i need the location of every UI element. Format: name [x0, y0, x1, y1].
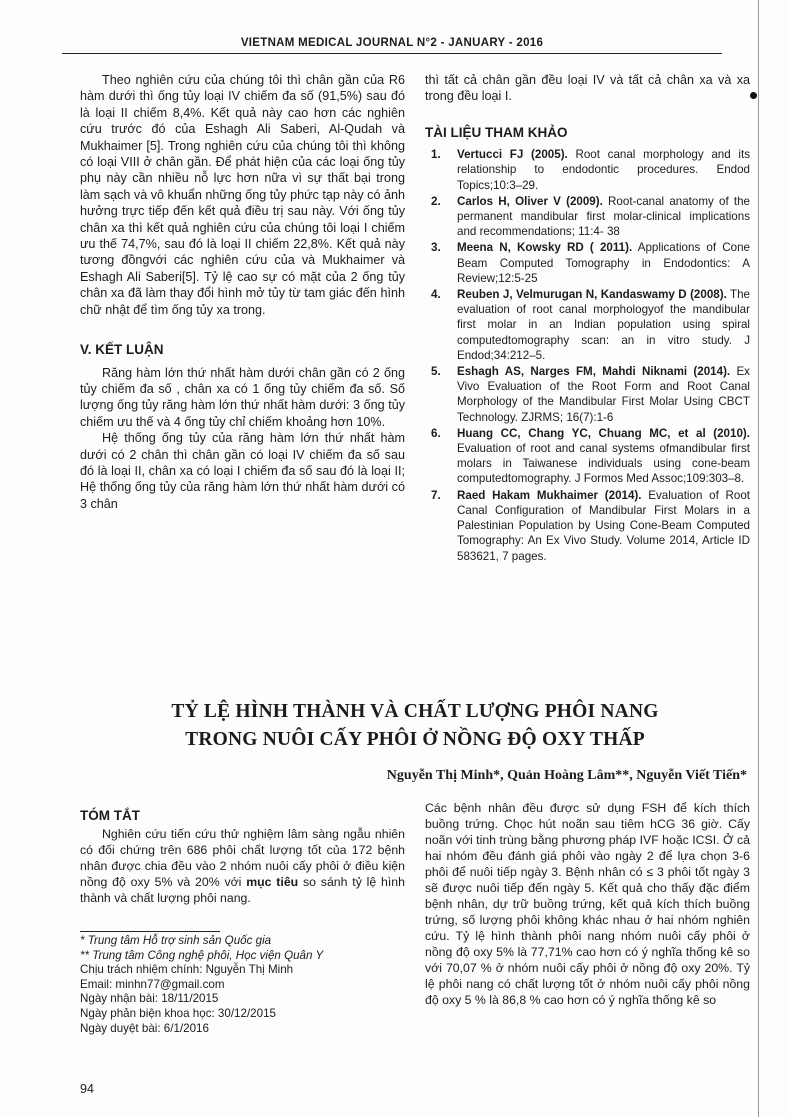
footnotes	[80, 934, 410, 1036]
reference-text: Root canal morphology and its relationship to endodontic procedures. Endod Topics;10:3–29.	[457, 148, 750, 192]
reference-authors: Eshagh AS, Narges FM, Mahdi Niknami (2014).	[457, 365, 731, 379]
references-heading: TÀI LIỆU THAM KHẢO	[425, 124, 568, 140]
conclusion-paragraph-1: Răng hàm lớn thứ nhất hàm dưới chân gần có 2 ống tủy chiếm đa số , chân xa có 1 ống tủy chiếm đa số. Số lượng ống tủy răng hàm lớn thứ nhất hàm dưới: 3 ống tủy chiếm ưu thế và 4 ống tủy chỉ chiếm khoảng hơn 10%.	[80, 365, 405, 429]
reference-text: Ex Vivo Evaluation of the Root Form and Root Canal Morphology of the Mandibular First Molar Using CBCT Technology. ZJRMS; 16(7):1-6	[457, 365, 750, 424]
abstract-paragraph	[80, 826, 405, 906]
conclusion-paragraph-2: Hệ thống ống tủy của răng hàm lớn thứ nhất hàm dưới có 2 chân thì chân gần có loại IV chiếm đa số sau đó là loại II, chân xa có loại I chiếm đa số sau đó là loại II; Hệ thống ống tủy của răng hàm lớn thứ nhất hàm dưới có 3 chân	[80, 431, 405, 511]
reference-item	[425, 488, 750, 564]
footnote-rule	[80, 931, 220, 932]
abstract-left	[80, 826, 405, 906]
article-title	[80, 698, 750, 754]
date-approved: Ngày duyệt bài: 6/1/2016	[80, 1021, 209, 1035]
abstract-text-a: Nghiên cứu tiến cứu thử nghiệm lâm sàng ngẫu nhiên có đối chứng trên 686 phôi chất lượng tốt của 172 bệnh nhân được chia đều vào 2 nhóm nuôi cấy phôi ở điều kiện nồng độ oxy 5% và 20% với	[80, 827, 405, 889]
conclusion-heading: V. KẾT LUẬN	[80, 342, 164, 358]
reference-text: Root-canal anatomy of the permanent mandibular first molar-clinical implications and recommendations; 11:4- 38	[457, 194, 750, 239]
article-title-line-1: TỶ LỆ HÌNH THÀNH VÀ CHẤT LƯỢNG PHÔI NANG	[171, 701, 659, 722]
reference-item	[425, 147, 750, 193]
reference-authors: Raed Hakam Mukhaimer (2014).	[457, 488, 642, 502]
date-reviewed: Ngày phản biện khoa học: 30/12/2015	[80, 1006, 276, 1020]
reference-item	[425, 287, 750, 363]
abstract-text-b: so sánh tỷ lệ hình thành và chất lượng phôi nang.	[80, 875, 405, 905]
reference-authors: Carlos H, Oliver V (2009).	[457, 194, 603, 208]
affiliation-1: * Trung tâm Hỗ trợ sinh sản Quốc gia	[80, 934, 272, 947]
reference-number: 3.	[431, 241, 441, 255]
abstract-heading: TÓM TẮT	[80, 808, 140, 823]
reference-number: 6.	[431, 426, 441, 440]
reference-text: The evaluation of root canal morphologyof the mandibular first molar in an Indian population using spiral computedtomography scan: an in vitro study. J Endod;34:212–5.	[457, 288, 750, 362]
reference-number: 5.	[431, 365, 441, 379]
abstract-right: Các bệnh nhân đều được sử dụng FSH để kích thích buồng trứng. Chọc hút noãn sau tiêm hCG 36 giờ. Cấy noãn với tinh trùng bằng phương pháp IVF hoặc ICSI. Ở cả hai nhóm đều đánh giá phôi vào ngày 2 để lựa chọn 3-6 phôi để nuôi tiếp ngày 3. Bệnh nhân có ≤ 3 phôi tốt ngày 3 sẽ được nuôi tiếp đến ngày 5. Kết quả cho thấy đặc điểm bệnh nhân, dự trữ buồng trứng, kết quả kích thích buồng trứng, số lượng phôi không khác nhau ở hai nhóm nghiên cứu. Tỷ lệ hình thành phôi nang nhóm nuôi cấy phôi ở nồng độ oxy 5% là 77,71% cao hơn có ý nghĩa thống kê so với 70,07 % ở nhóm nuôi cấy phôi ở nồng độ oxy 20%. Tỷ lệ phôi nang có chất lượng tốt ở nhóm nuôi cấy phôi nồng độ oxy 5 % là 86,8 % cao hơn có ý nghĩa thống kê so	[425, 801, 750, 1007]
reference-text: Evaluation of Root Canal Configuration of Mandibular First Molars in a Palestinian Population by Using Cone-Beam Computed Tomography: An Ex Vivo Study. Volume 2014, Article ID 583621, 7 pages.	[457, 488, 751, 563]
reference-item	[425, 240, 750, 286]
reference-number: 7.	[431, 488, 441, 502]
reference-item	[425, 426, 750, 487]
article-title-line-2: TRONG NUÔI CẤY PHÔI Ở NỒNG ĐỘ OXY THẤP	[185, 729, 645, 750]
right-column	[425, 72, 750, 565]
left-column	[80, 72, 405, 512]
reference-item	[425, 364, 750, 425]
article-authors: Nguyễn Thị Minh*, Quản Hoàng Lâm**, Nguyễn Viết Tiến*	[386, 768, 747, 783]
affiliation-2: ** Trung tâm Công nghệ phôi, Học viện Quân Y	[80, 948, 324, 962]
discussion-paragraph: Theo nghiên cứu của chúng tôi thì chân gần của R6 hàm dưới thì ống tủy loại IV chiếm đa số (91,5%) sau đó là loại II chiếm 8,4%. Kết quả này cao hơn các nghiên cứu trước đó của Eshagh Ali Saberi, Al-Qudah và Mukhaimer [5]. Trong nghiên cứu của chúng tôi thì không có loại VIII ở chân gần. Để phát hiện của các loại ống tủy phụ này cần nhiều nỗ lực hơn nữa vì sự thất bại trong làm sạch và vô khuẩn những ống tủy phức tạp này có ảnh hưởng trực tiếp đến kết quả điều trị sau này. Với ống tủy chân xa thì kết quả nghiên cứu của chúng tôi loại I chiếm ưu thế 74,7%, sau đó là loại II chiếm 22,8%. Kết quả này tương đồngvới các nghiên cứu của và Mukhaimer và Eshagh Ali Saberi[5]. Tỷ lệ cao sự có mặt của 2 ống tủy chân xa đã làm thay đổi hình mở tủy từ tam giác đến hình chữ nhật để tìm ống tủy xa trong.	[80, 73, 405, 317]
reference-number: 4.	[431, 288, 441, 302]
reference-number: 2.	[431, 194, 441, 208]
reference-text: Evaluation of root and canal systems ofmandibular first molars in Taiwanese individuals using cone-beam computedtomography. J Formos Med Assoc;109:303–8.	[457, 442, 750, 486]
reference-authors: Meena N, Kowsky RD ( 2011).	[457, 241, 633, 255]
reference-item	[425, 194, 750, 240]
author-email: Email: minhn77@gmail.com	[80, 977, 225, 991]
reference-authors: Reuben J, Velmurugan N, Kandaswamy D (2008).	[457, 288, 727, 302]
page-number: 94	[80, 1082, 94, 1096]
conclusion-continuation: thì tất cả chân gần đều loại IV và tất cả chân xa và xa trong đều loại I.	[425, 73, 750, 104]
journal-header: VIETNAM MEDICAL JOURNAL N°2 - JANUARY - 2016	[240, 37, 544, 49]
bullet-dot-mark	[750, 92, 757, 99]
abstract-keyword: mục tiêu	[246, 875, 299, 889]
responsible-author: Chịu trách nhiệm chính: Nguyễn Thị Minh	[80, 963, 294, 977]
page-edge-line	[758, 0, 759, 1117]
reference-authors: Huang CC, Chang YC, Chuang MC, et al (2010).	[457, 426, 750, 440]
date-received: Ngày nhận bài: 18/11/2015	[80, 992, 219, 1006]
reference-number: 1.	[431, 148, 441, 162]
references-list	[425, 147, 750, 563]
reference-text: Applications of Cone Beam Computed Tomography in Endodontics: A Review;12:5-25	[457, 241, 750, 285]
reference-authors: Vertucci FJ (2005).	[457, 148, 568, 162]
header-rule	[62, 53, 722, 54]
